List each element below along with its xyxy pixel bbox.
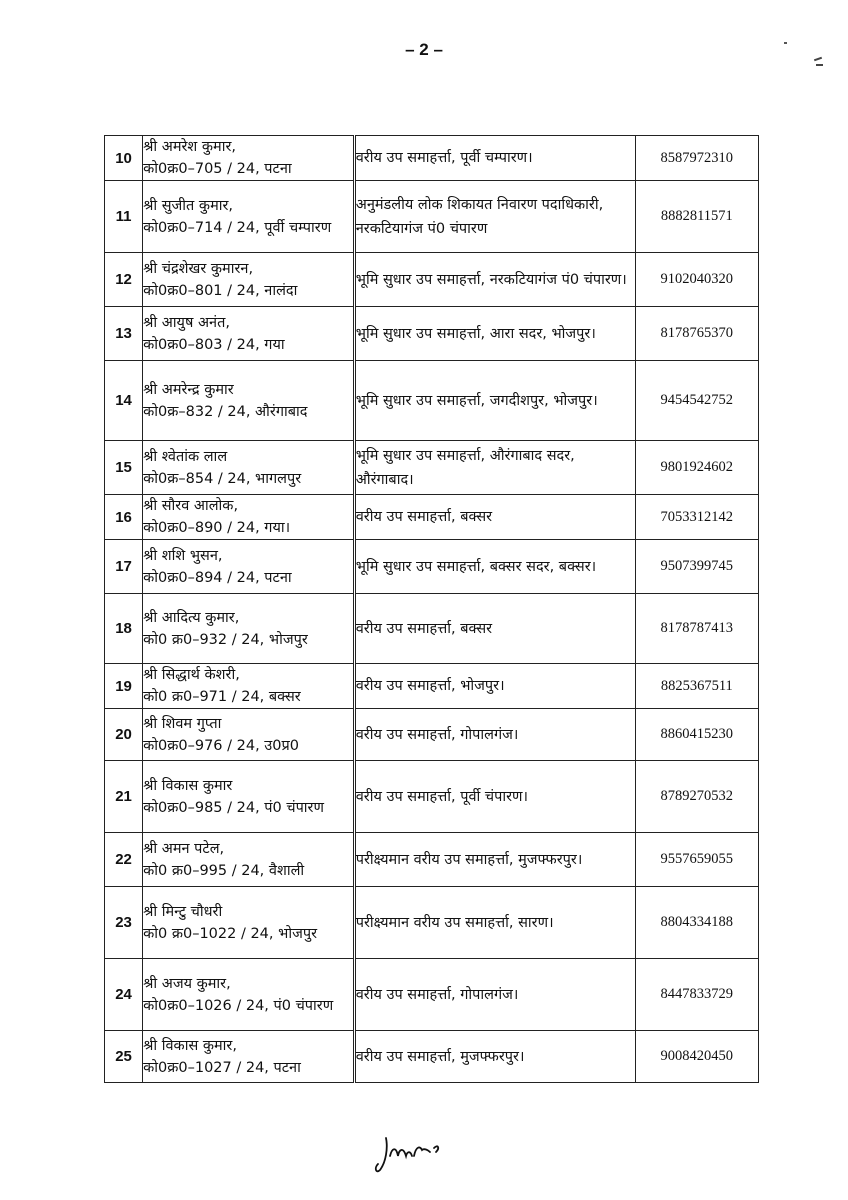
table-row [105,495,759,540]
officer-cell [143,594,355,664]
officer-cell [143,253,355,307]
serial-number-cell: 22 [105,833,143,887]
officer-cell [143,959,355,1031]
posting-cell: वरीय उप समाहर्त्ता, भोजपुर। [354,664,635,709]
officer-code-and-home: को0 क्र0–971 / 24, बक्सर [143,689,301,705]
serial-number-cell: 18 [105,594,143,664]
officer-code-and-home: को0क्र0–985 / 24, पं0 चंपारण [143,799,324,816]
officer-name: श्री मिन्टु चौधरी [143,903,223,920]
officer-name: श्री चंद्रशेखर कुमारन, [143,260,254,277]
handwritten-signature [372,1122,462,1182]
mobile-number-cell: 8789270532 [635,761,758,833]
mobile-number-cell: 8825367511 [635,664,758,709]
table-row [105,594,759,664]
posting-cell: वरीय उप समाहर्त्ता, मुजफ्फरपुर। [354,1031,635,1083]
posting-cell: भूमि सुधार उप समाहर्त्ता, जगदीशपुर, भोजपुर। [354,361,635,441]
officer-cell [143,307,355,361]
table-row [105,307,759,361]
table-row [105,887,759,959]
officer-code-and-home: को0 क्र0–995 / 24, वैशाली [143,862,305,879]
officer-cell [143,664,355,709]
officer-code-and-home: को0क्र0–705 / 24, पटना [143,161,292,177]
officer-name: श्री सौरव आलोक, [143,498,239,514]
officer-name: श्री विकास कुमार [143,777,233,794]
officer-name: श्री अमन पटेल, [143,840,225,857]
table-row [105,361,759,441]
serial-number-cell: 13 [105,307,143,361]
officer-cell [143,761,355,833]
officer-name: श्री अजय कुमार, [143,975,231,992]
officer-code-and-home: को0क्र0–890 / 24, गया। [143,520,291,536]
posting-cell: वरीय उप समाहर्त्ता, गोपालगंज। [354,709,635,761]
officer-code-and-home: को0क्र0–801 / 24, नालंदा [143,282,298,299]
table-row [105,959,759,1031]
posting-cell: वरीय उप समाहर्त्ता, बक्सर [354,495,635,540]
officer-name: श्री अमरेश कुमार, [143,139,236,155]
posting-cell: भूमि सुधार उप समाहर्त्ता, नरकटियागंज पं0 चंपारण। [354,253,635,307]
serial-number-cell: 15 [105,441,143,495]
officer-cell [143,887,355,959]
table-row [105,664,759,709]
serial-number-cell: 23 [105,887,143,959]
posting-cell: परीक्ष्यमान वरीय उप समाहर्त्ता, सारण। [354,887,635,959]
serial-number-cell: 11 [105,181,143,253]
officer-cell [143,136,355,181]
officer-name: श्री आदित्य कुमार, [143,609,240,626]
table-row [105,761,759,833]
posting-cell: वरीय उप समाहर्त्ता, पूर्वी चम्पारण। [354,136,635,181]
officer-name: श्री शशि भुसन, [143,547,223,564]
officer-cell [143,495,355,540]
posting-cell: भूमि सुधार उप समाहर्त्ता, बक्सर सदर, बक्सर। [354,540,635,594]
posting-cell: भूमि सुधार उप समाहर्त्ता, औरंगाबाद सदर, औरंगाबाद। [354,441,635,495]
officer-name: श्री सुजीत कुमार, [143,197,234,214]
serial-number-cell: 20 [105,709,143,761]
officer-name: श्री आयुष अनंत, [143,314,230,331]
officer-code-and-home: को0क्र–854 / 24, भागलपुर [143,470,302,487]
mobile-number-cell: 9102040320 [635,253,758,307]
officer-cell [143,833,355,887]
serial-number-cell: 16 [105,495,143,540]
officer-code-and-home: को0क्र–832 / 24, औरंगाबाद [143,403,308,420]
serial-number-cell: 12 [105,253,143,307]
officer-cell [143,709,355,761]
scan-speck [816,64,823,66]
serial-number-cell: 19 [105,664,143,709]
officer-code-and-home: को0क्र0–803 / 24, गया [143,336,285,353]
posting-cell: वरीय उप समाहर्त्ता, पूर्वी चंपारण। [354,761,635,833]
officer-code-and-home: को0 क्र0–1022 / 24, भोजपुर [143,925,317,942]
page-number: – 2 – [405,40,443,59]
mobile-number-cell: 9507399745 [635,540,758,594]
officer-code-and-home: को0क्र0–894 / 24, पटना [143,569,292,586]
officer-cell [143,1031,355,1083]
mobile-number-cell: 8178787413 [635,594,758,664]
table-row [105,833,759,887]
mobile-number-cell: 7053312142 [635,495,758,540]
serial-number-cell: 14 [105,361,143,441]
table-row [105,709,759,761]
officer-cell [143,361,355,441]
officer-code-and-home: को0क्र0–1026 / 24, पं0 चंपारण [143,997,334,1014]
table-row [105,253,759,307]
officer-cell [143,441,355,495]
table-body [105,136,759,1083]
officer-code-and-home: को0क्र0–1027 / 24, पटना [143,1059,301,1076]
officer-name: श्री अमरेन्द्र कुमार [143,381,234,398]
officer-code-and-home: को0क्र0–976 / 24, उ0प्र0 [143,737,299,754]
mobile-number-cell: 8860415230 [635,709,758,761]
mobile-number-cell: 8804334188 [635,887,758,959]
posting-cell: परीक्ष्यमान वरीय उप समाहर्त्ता, मुजफ्फरपुर। [354,833,635,887]
officer-cell [143,181,355,253]
mobile-number-cell: 9557659055 [635,833,758,887]
serial-number-cell: 25 [105,1031,143,1083]
table-row [105,1031,759,1083]
mobile-number-cell: 9008420450 [635,1031,758,1083]
officer-code-and-home: को0 क्र0–932 / 24, भोजपुर [143,631,308,648]
table-row [105,181,759,253]
table-row [105,540,759,594]
serial-number-cell: 17 [105,540,143,594]
posting-cell: अनुमंडलीय लोक शिकायत निवारण पदाधिकारी, नरकटियागंज पं0 चंपारण [354,181,635,253]
mobile-number-cell: 8882811571 [635,181,758,253]
officer-name: श्री शिवम गुप्ता [143,715,222,732]
officer-cell [143,540,355,594]
officer-code-and-home: को0क्र0–714 / 24, पूर्वी चम्पारण [143,219,332,236]
serial-number-cell: 21 [105,761,143,833]
mobile-number-cell: 8587972310 [635,136,758,181]
table-row [105,136,759,181]
table-row [105,441,759,495]
officer-name: श्री सिद्धार्थ केशरी, [143,667,240,683]
scan-speck [784,42,787,44]
officer-posting-table [104,135,759,1083]
posting-cell: भूमि सुधार उप समाहर्त्ता, आरा सदर, भोजपुर। [354,307,635,361]
posting-cell: वरीय उप समाहर्त्ता, गोपालगंज। [354,959,635,1031]
officer-name: श्री श्वेतांक लाल [143,448,228,465]
mobile-number-cell: 9454542752 [635,361,758,441]
officer-name: श्री विकास कुमार, [143,1037,237,1054]
mobile-number-cell: 8447833729 [635,959,758,1031]
mobile-number-cell: 8178765370 [635,307,758,361]
serial-number-cell: 10 [105,136,143,181]
posting-cell: वरीय उप समाहर्त्ता, बक्सर [354,594,635,664]
mobile-number-cell: 9801924602 [635,441,758,495]
serial-number-cell: 24 [105,959,143,1031]
